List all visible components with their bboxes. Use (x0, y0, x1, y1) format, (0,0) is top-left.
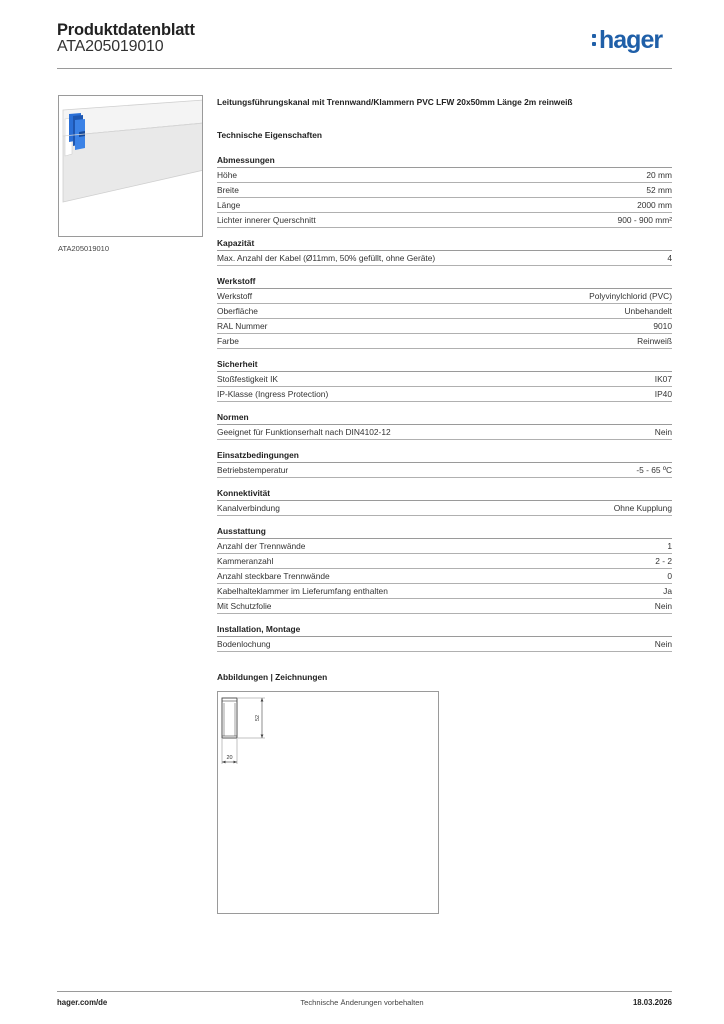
section-sicherheit (217, 358, 672, 402)
property-label: Anzahl der Trennwände (217, 541, 306, 551)
section-title: Sicherheit (217, 358, 672, 372)
property-row (217, 569, 672, 584)
section-ausstattung (217, 525, 672, 614)
footer-date: 18.03.2026 (632, 998, 672, 1007)
property-label: RAL Nummer (217, 321, 268, 331)
logo-colon-icon (592, 32, 597, 47)
article-number: ATA205019010 (57, 38, 164, 55)
section-title: Werkstoff (217, 275, 672, 289)
technical-drawing (217, 691, 439, 914)
property-row (217, 289, 672, 304)
property-value: 1 (667, 541, 672, 551)
property-row (217, 554, 672, 569)
property-sections (217, 154, 672, 652)
section-werkstoff (217, 275, 672, 349)
property-row (217, 539, 672, 554)
section-kapazität (217, 237, 672, 266)
property-value: Nein (654, 427, 672, 437)
property-value: 0 (667, 571, 672, 581)
section-title: Ausstattung (217, 525, 672, 539)
property-label: Bodenlochung (217, 639, 271, 649)
property-row (217, 183, 672, 198)
property-value: Reinweiß (637, 336, 672, 346)
property-label: Länge (217, 200, 241, 210)
property-value: 900 - 900 mm² (617, 215, 672, 225)
property-row (217, 637, 672, 652)
section-abmessungen (217, 154, 672, 228)
property-label: Kammeranzahl (217, 556, 274, 566)
property-row (217, 168, 672, 183)
property-row (217, 463, 672, 478)
property-value: 52 mm (646, 185, 672, 195)
header-divider (57, 68, 672, 69)
drawings-heading: Abbildungen | Zeichnungen (217, 672, 328, 682)
section-title: Abmessungen (217, 154, 672, 168)
property-label: Farbe (217, 336, 239, 346)
property-value: 2 - 2 (655, 556, 672, 566)
property-row (217, 425, 672, 440)
section-normen (217, 411, 672, 440)
cable-duct-illustration (59, 96, 203, 237)
property-label: IP-Klasse (Ingress Protection) (217, 389, 329, 399)
property-row (217, 251, 672, 266)
property-row (217, 304, 672, 319)
property-value: Ohne Kupplung (613, 503, 672, 513)
section-title: Normen (217, 411, 672, 425)
product-image-caption: ATA205019010 (58, 244, 110, 253)
section-einsatzbedingungen (217, 449, 672, 478)
product-description: Leitungsführungskanal mit Trennwand/Klammern PVC LFW 20x50mm Länge 2m reinweiß (217, 97, 573, 107)
property-row (217, 599, 672, 614)
property-row (217, 584, 672, 599)
property-label: Geeignet für Funktionserhalt nach DIN4102-12 (217, 427, 391, 437)
property-label: Anzahl steckbare Trennwände (217, 571, 330, 581)
property-row (217, 213, 672, 228)
property-row (217, 387, 672, 402)
product-details (217, 96, 672, 661)
property-label: Stoßfestigkeit IK (217, 374, 278, 384)
section-title: Installation, Montage (217, 623, 672, 637)
property-value: Nein (654, 639, 672, 649)
property-row (217, 372, 672, 387)
footer-divider (57, 991, 672, 992)
dim-width-label: 20 (226, 755, 233, 761)
property-label: Werkstoff (217, 291, 253, 301)
property-label: Mit Schutzfolie (217, 601, 272, 611)
section-konnektivität (217, 487, 672, 516)
section-title: Kapazität (217, 237, 672, 251)
property-value: -5 - 65 ºC (636, 465, 672, 475)
property-row (217, 334, 672, 349)
property-value: 4 (667, 253, 672, 263)
property-label: Kanalverbindung (217, 503, 280, 513)
property-value: Polyvinylchlorid (PVC) (589, 291, 672, 301)
property-value: Unbehandelt (624, 306, 672, 316)
property-value: Ja (663, 586, 672, 596)
property-row (217, 319, 672, 334)
logo-text: hager (599, 26, 663, 54)
property-row (217, 501, 672, 516)
section-title: Einsatzbedingungen (217, 449, 672, 463)
cross-section-drawing (218, 692, 440, 915)
property-label: Höhe (217, 170, 238, 180)
property-value: IK07 (654, 374, 672, 384)
section-title: Konnektivität (217, 487, 672, 501)
property-value: Nein (654, 601, 672, 611)
property-row (217, 198, 672, 213)
property-label: Oberfläche (217, 306, 258, 316)
technical-properties-heading: Technische Eigenschaften (217, 130, 323, 140)
property-label: Max. Anzahl der Kabel (Ø11mm, 50% gefüllt, ohne Geräte) (217, 253, 436, 263)
property-label: Kabelhalteklammer im Lieferumfang enthalten (217, 586, 388, 596)
property-label: Breite (217, 185, 239, 195)
property-value: IP40 (654, 389, 672, 399)
property-label: Lichter innerer Querschnitt (217, 215, 316, 225)
hager-logo[interactable] (592, 26, 662, 55)
property-value: 2000 mm (637, 200, 672, 210)
property-value: 9010 (653, 321, 672, 331)
product-image (58, 95, 203, 237)
footer-website-link[interactable]: hager.com/de (57, 998, 108, 1007)
section-installation-montage (217, 623, 672, 652)
property-value: 20 mm (646, 170, 672, 180)
footer-note: Technische Änderungen vorbehalten (300, 998, 424, 1007)
page-title: Produktdatenblatt (57, 21, 195, 39)
dim-height-label: 52 (255, 714, 261, 722)
property-label: Betriebstemperatur (217, 465, 289, 475)
